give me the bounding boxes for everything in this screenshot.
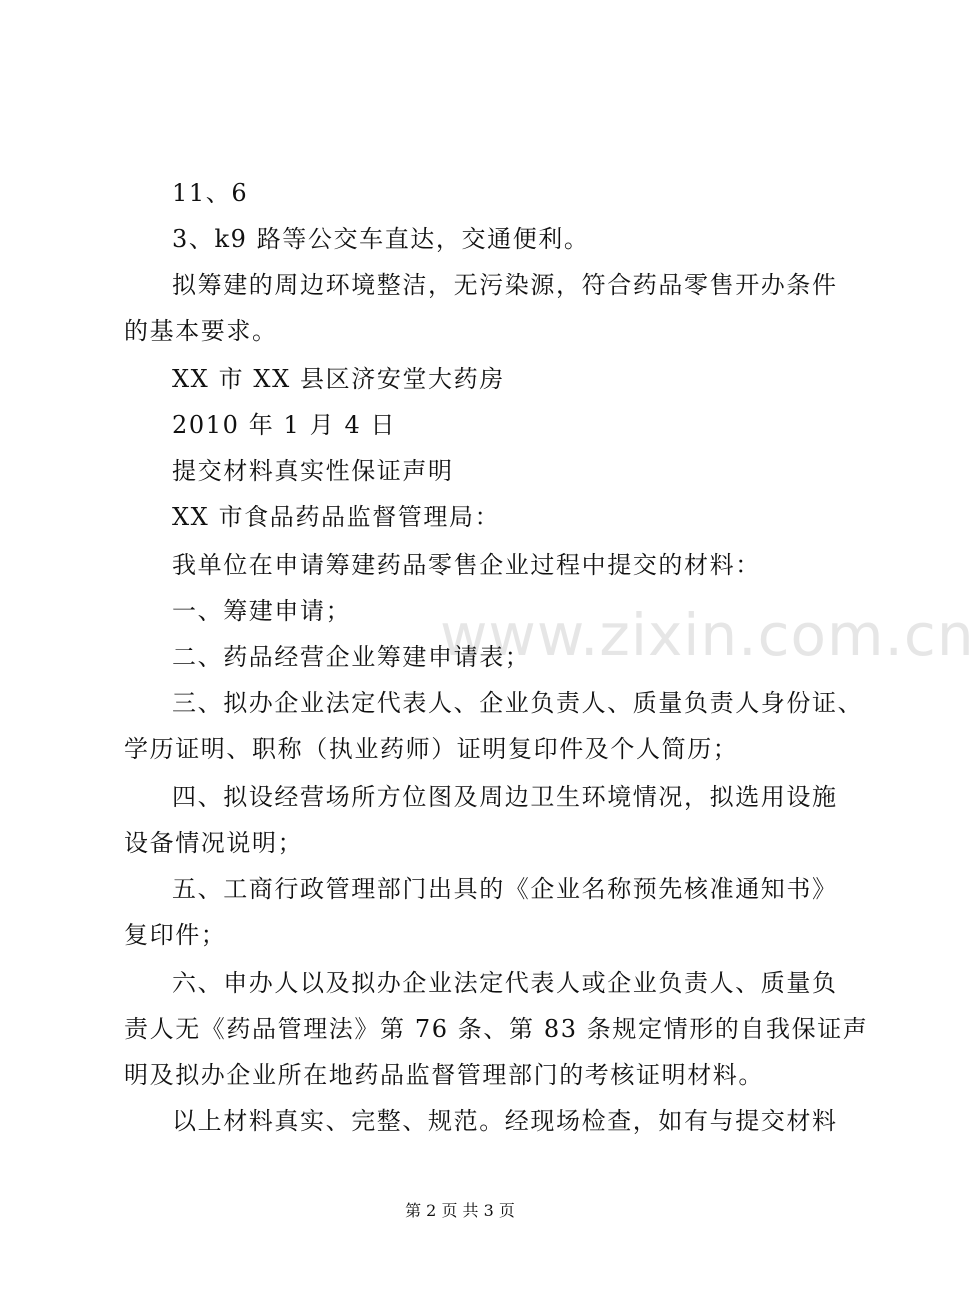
text-line: 我单位在申请筹建药品零售企业过程中提交的材料： [172,551,761,579]
text-line: 提交材料真实性保证声明 [172,457,454,485]
text-line: 学历证明、职称（执业药师）证明复印件及个人简历； [124,735,739,763]
text-line: 以上材料真实、完整、规范。经现场检查，如有与提交材料 [172,1107,838,1135]
text-line: 责人无《药品管理法》第 76 条、第 83 条规定情形的自我保证声 [124,1015,869,1043]
page-footer: 第 2 页 共 3 页 [405,1201,515,1220]
text-line: 二、药品经营企业筹建申请表； [172,643,531,671]
text-line: XX 市食品药品监督管理局： [172,503,501,531]
text-line: 三、拟办企业法定代表人、企业负责人、质量负责人身份证、 [172,689,864,717]
text-line: 的基本要求。 [124,317,278,345]
text-line: 3、k9 路等公交车直达，交通便利。 [172,225,590,253]
text-line: 复印件； [124,921,227,949]
text-line: 11、6 [172,179,249,207]
text-line: 设备情况说明； [124,829,304,857]
text-line: 明及拟办企业所在地药品监督管理部门的考核证明材料。 [124,1061,764,1089]
text-line: 四、拟设经营场所方位图及周边卫生环境情况，拟选用设施 [172,783,838,811]
text-line: XX 市 XX 县区济安堂大药房 [172,365,505,393]
text-line: 2010 年 1 月 4 日 [172,411,397,439]
text-line: 拟筹建的周边环境整洁，无污染源，符合药品零售开办条件 [172,271,838,299]
text-line: 六、申办人以及拟办企业法定代表人或企业负责人、质量负 [172,969,838,997]
watermark: www.zixin.com.cn [440,601,975,669]
text-line: 一、筹建申请； [172,597,352,625]
text-line: 五、工商行政管理部门出具的《企业名称预先核准通知书》 [172,875,838,903]
